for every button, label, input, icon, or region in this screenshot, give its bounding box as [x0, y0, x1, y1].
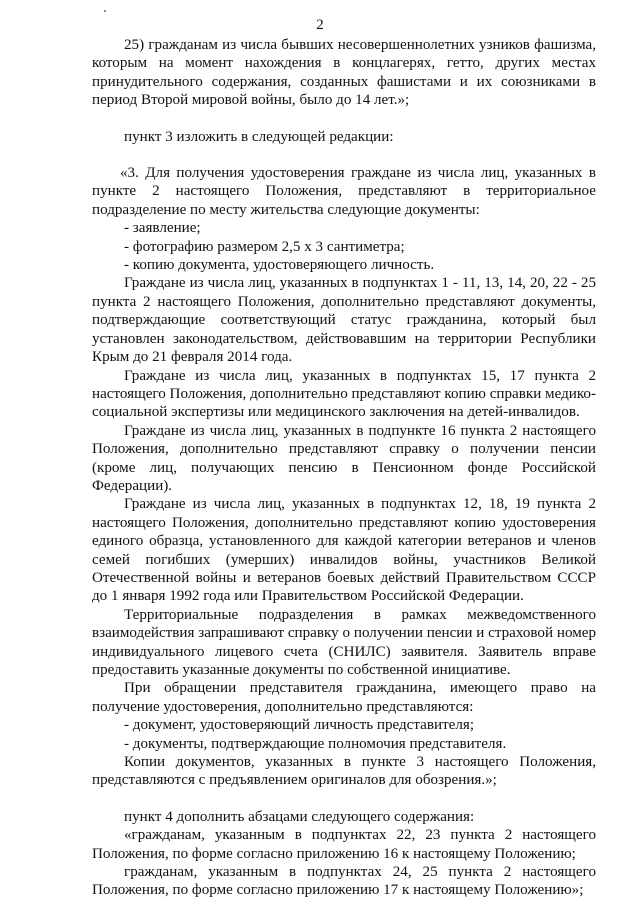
- paragraph-originals: Копии документов, указанных в пункте 3 настоящего Положения, представляются с предъявлением оригиналов для обозрения.»;: [92, 754, 596, 789]
- paragraph-item-25: 25) гражданам из числа бывших несовершеннолетних узников фашизма, которым на момент нахождения в концлагерях, гетто, других местах принудительного содержания, созданных фашистами и их союзниками в период Второй мировой войны, было до 14 лет.»;: [92, 37, 596, 109]
- paragraph-appendix-17: гражданам, указанным в подпунктах 24, 25 пункта 2 настоящего Положения, по форме согласно приложению 17 к настоящему Положению»;: [92, 864, 596, 899]
- paragraph-point4-intro: пункт 4 дополнить абзацами следующего содержания:: [124, 808, 475, 825]
- paragraph-interagency-request: Территориальные подразделения в рамках межведомственного взаимодействия запрашивают справку о получении пенсии и страховой номер индивидуального лицевого счета (СНИЛС) заявителя. Заявитель вправе предоставить указанные документы по собственной инициативе.: [92, 606, 596, 678]
- list-item-photo: - фотографию размером 2,5 х 3 сантиметра;: [124, 238, 405, 255]
- paragraph-appendix-16: «гражданам, указанным в подпунктах 22, 23 пункта 2 настоящего Положения, по форме согласно приложению 16 к настоящему Положению;: [92, 827, 596, 862]
- paragraph-point3-intro: пункт 3 изложить в следующей редакции:: [124, 128, 394, 145]
- paragraph-medical-certificate: Граждане из числа лиц, указанных в подпунктах 15, 17 пункта 2 настоящего Положения, дополнительно представляют копию справки медико-социальной экспертизы или медицинского заключения на детей-инвалидов.: [92, 367, 596, 421]
- paragraph-representative: При обращении представителя гражданина, имеющего право на получение удостоверения, дополнительно представляются:: [92, 680, 596, 715]
- page-number: 2: [316, 17, 324, 33]
- paragraph-status-documents: Граждане из числа лиц, указанных в подпунктах 1 - 11, 13, 14, 20, 22 - 25 пункта 2 настоящего Положения, дополнительно представляют документы, подтверждающие соответствующий статус гражданина, который был установлен законодательством, действовавшим на территории Республики Крым до 21 февраля 2014 года.: [92, 275, 596, 366]
- paragraph-veteran-certificate: Граждане из числа лиц, указанных в подпунктах 12, 18, 19 пункта 2 настоящего Положения, дополнительно представляют копию удостоверения единого образца, установленного для каждой категории ветеранов и членов семей погибших (умерших) инвалидов войны, участников Великой Отечественной войны и ветеранов боевых действий Правительством СССР до 1 января 1992 года или Правительством Российской Федерации.: [92, 496, 596, 605]
- scan-speck: [104, 10, 106, 12]
- paragraph-point3-main: «3. Для получения удостоверения граждане из числа лиц, указанных в пункте 2 настоящего Положения, представляют в территориальное подразделение по месту жительства следующие документы:: [92, 165, 596, 218]
- list-item-application: - заявление;: [124, 220, 201, 237]
- paragraph-pension-certificate: Граждане из числа лиц, указанных в подпункте 16 пункта 2 настоящего Положения, дополнительно представляют справку о получении пенсии (кроме лиц, получающих пенсию в Пенсионном фонде Российской Федерации).: [92, 422, 596, 494]
- list-item-representative-id: - документ, удостоверяющий личность представителя;: [124, 717, 475, 734]
- list-item-id-copy: - копию документа, удостоверяющего личность.: [124, 257, 435, 274]
- list-item-representative-authority: - документы, подтверждающие полномочия представителя.: [124, 735, 507, 752]
